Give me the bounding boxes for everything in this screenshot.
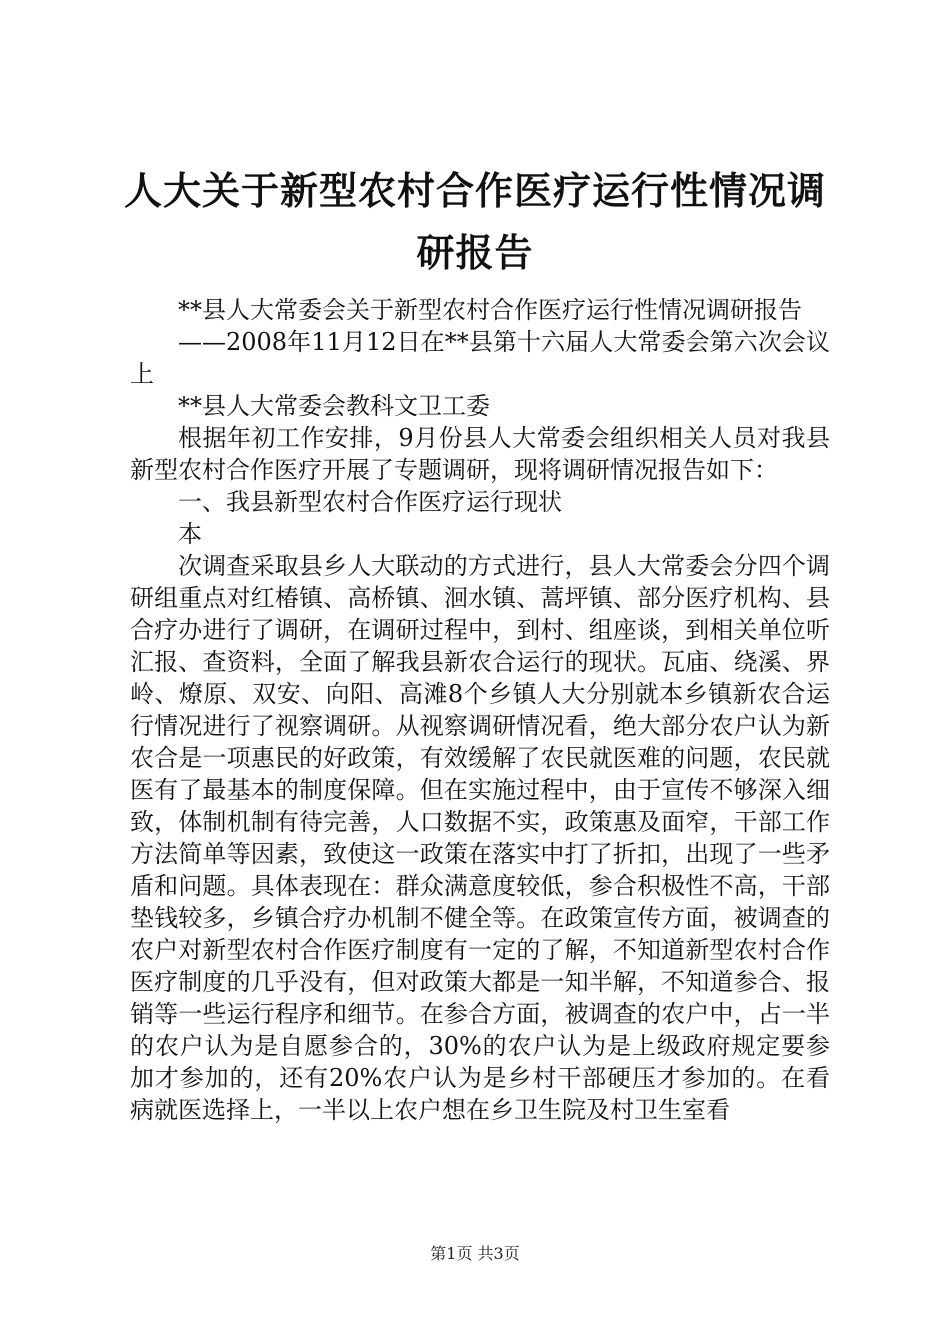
document-body: [130, 294, 830, 1126]
committee-line: **县人大常委会教科文卫工委: [178, 392, 490, 420]
report-heading: **县人大常委会关于新型农村合作医疗运行性情况调研报告: [178, 296, 802, 324]
meeting-line: ——2008年11月12日在**县第十六届人大常委会第六次会议上: [130, 328, 830, 388]
document-title: 人大关于新型农村合作医疗运行性情况调研报告: [123, 168, 826, 275]
page-footer: 第1页 共3页: [430, 1244, 520, 1263]
survey-paragraph: 次调查采取县乡人大联动的方式进行，县人大常委会分四个调研组重点对红椿镇、高桥镇、洄水镇、蒿坪镇、部分医疗机构、县合疗办进行了调研，在调研过程中，到村、组座谈，到相关单位听汇报、查资料，全面了解我县新农合运行的现状。瓦庙、绕溪、界岭、燎原、双安、向阳、高滩8个乡镇人大分别就本乡镇新农合运行情况进行了视察调研。从视察调研情况看，绝大部分农户认为新农合是一项惠民的好政策，有效缓解了农民就医难的问题，农民就医有了最基本的制度保障。但在实施过程中，由于宣传不够深入细致，体制机制有待完善，人口数据不实，政策惠及面窄，干部工作方法简单等因素，致使这一政策在落实中打了折扣，出现了一些矛盾和问题。具体表现在：群众满意度较低，参合积极性不高，干部垫钱较多，乡镇合疗办机制不健全等。在政策宣传方面，被调查的农户对新型农村合作医疗制度有一定的了解，不知道新型农村合作医疗制度的几乎没有，但对政策大都是一知半解，不知道参合、报销等一些运行程序和细节。在参合方面，被调查的农户中，占一半的农户认为是自愿参合的，30%的农户认为是上级政府规定要参加才参加的，还有20%农户认为是乡村干部硬压才参加的。在看病就医选择上，一半以上农户想在乡卫生院及村卫生室看: [130, 552, 830, 1124]
section-heading: 一、我县新型农村合作医疗运行现状: [178, 488, 562, 516]
intro-paragraph: 根据年初工作安排，9月份县人大常委会组织相关人员对我县新型农村合作医疗开展了专题调研，现将调研情况报告如下：: [130, 424, 830, 484]
paragraph-start-fragment: 本: [178, 520, 202, 548]
